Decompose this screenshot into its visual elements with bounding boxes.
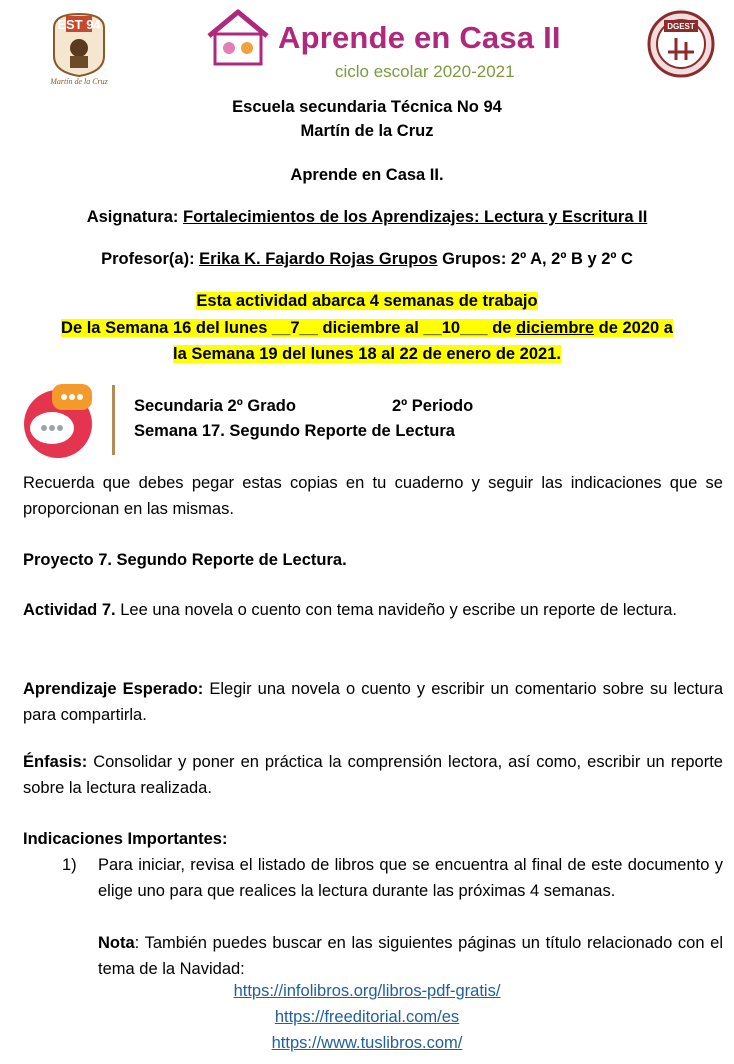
activity-range-text1: Esta actividad abarca 4 semanas de trabajo [196, 292, 538, 310]
activity-range-text2 [61, 319, 673, 337]
brand-subtitle: ciclo escolar 2020-2021 [335, 62, 515, 81]
item1-number: 1) [62, 856, 77, 874]
period-label: 2º Periodo [392, 397, 474, 415]
logo-left-text: EST 94 [57, 17, 101, 32]
range-part-d: diciembre [516, 319, 595, 337]
emphasis-label: Énfasis: [23, 753, 88, 771]
activity-range-line3 [0, 345, 734, 364]
project-title: Proyecto 7. Segundo Reporte de Lectura. [23, 551, 347, 569]
activity-range-line1 [0, 292, 734, 311]
note-paragraph [98, 930, 723, 982]
note-label: Nota [98, 934, 135, 952]
logo-right-text: DGEST [667, 22, 695, 31]
activity-range-line2 [0, 319, 734, 338]
activity-text: Lee una novela o cuento con tema navideño y escribe un reporte de lectura. [120, 601, 678, 619]
intro-paragraph: Recuerda que debes pegar estas copias en tu cuaderno y seguir las indicaciones que se proporcionan en las mismas. [23, 474, 723, 518]
chat-bubbles-icon [22, 382, 98, 458]
range-part-b: diciembre al [322, 319, 419, 337]
logo-left-caption: Martín de la Cruz [50, 77, 108, 86]
activity-label: Actividad 7. [23, 601, 116, 619]
emphasis-text: Consolidar y poner en práctica la comprensión lectora, así como, escribir un reporte sobre la lectura realizada. [23, 753, 723, 797]
subject-line [0, 208, 734, 227]
aprende-en-casa-brand [205, 8, 561, 88]
range-day2: __10___ [423, 319, 488, 337]
teacher-line [0, 250, 734, 269]
learning-text: Elegir una novela o cuento y escribir un comentario sobre su lectura para compartirla. [23, 680, 723, 724]
teacher-label: Profesor(a): [101, 250, 195, 268]
teacher-value: Erika K. Fajardo Rojas Grupos [199, 250, 438, 268]
note-text: : También puedes buscar en las siguientes páginas un título relacionado con el tema de la Navidad: [98, 934, 723, 978]
link-tuslibros[interactable]: https://www.tuslibros.com/ [271, 1034, 463, 1052]
brand-title: Aprende en Casa II [278, 20, 561, 55]
range-part-a: De la Semana 16 del lunes [61, 319, 268, 337]
link-row-3 [0, 1034, 734, 1053]
item1-text: Para iniciar, revisa el listado de libros que se encuentra al final de este documento y elige uno para que realices la lectura durante las próximas 4 semanas. [98, 856, 723, 900]
link-infolibros[interactable]: https://infolibros.org/libros-pdf-gratis/ [233, 982, 501, 1000]
link-row-2 [0, 1008, 734, 1027]
activity-paragraph [23, 597, 723, 623]
range-day1: __7__ [272, 319, 318, 337]
house-icon [205, 8, 271, 68]
school-patron: Martín de la Cruz [300, 122, 434, 140]
school-logo [46, 10, 112, 86]
range-part-e: de 2020 a [598, 319, 673, 337]
week-label: Semana 17. Segundo Reporte de Lectura [134, 422, 455, 440]
subject-label: Asignatura: [86, 208, 179, 226]
link-row-1 [0, 982, 734, 1001]
dgest-logo [646, 8, 716, 80]
school-name: Escuela secundaria Técnica No 94 [232, 98, 502, 116]
instructions-title: Indicaciones Importantes: [23, 830, 228, 848]
learning-paragraph [23, 676, 723, 728]
grade-label: Secundaria 2º Grado [134, 397, 296, 415]
emphasis-paragraph [23, 749, 723, 801]
subject-value: Fortalecimientos de los Aprendizajes: Lectura y Escritura II [183, 208, 648, 226]
link-freeditorial[interactable]: https://freeditorial.com/es [274, 1008, 460, 1026]
range-part-c: de [492, 319, 512, 337]
info-divider [112, 385, 115, 455]
activity-range-text3: la Semana 19 del lunes 18 al 22 de enero de 2021. [173, 345, 561, 363]
program-name: Aprende en Casa II. [290, 166, 444, 184]
learning-label: Aprendizaje Esperado: [23, 680, 204, 698]
groups: Grupos: 2º A, 2º B y 2º C [442, 250, 633, 268]
